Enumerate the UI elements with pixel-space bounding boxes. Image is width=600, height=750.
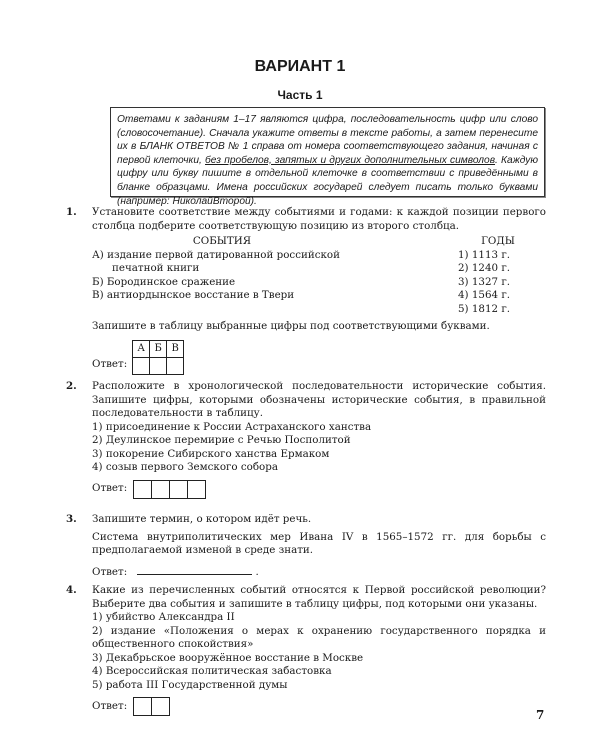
question-number: 3. [66,513,77,525]
answer-cells [133,480,206,499]
answer-cell[interactable] [134,481,152,498]
variant-title: ВАРИАНТ 1 [254,58,346,75]
answer-cell[interactable] [152,481,170,498]
answer-cell[interactable] [134,698,152,715]
letter-cell: А [133,340,150,357]
years-header: ГОДЫ [481,235,515,247]
question-3: 3. Запишите термин, о котором идёт речь. Система внутриполитических мер Ивана IV в 1565–1572 гг. для борьбы с предполагаемой изменой в среде знати. Ответ: . [66,513,546,578]
answer-cell[interactable] [167,357,184,374]
question-text: Установите соответствие между событиями и годами: к каждой позиции первого столбца подберите соответствующую позицию из второго столбца. [92,206,546,232]
year-item: 4) 1564 г. [458,289,510,301]
answer-label: Ответ: [92,482,128,495]
event-item: печатной книги [112,262,200,274]
instructions-underlined: без пробелов, запятых и других дополнительных символов [205,154,496,166]
question-text: Запишите термин, о котором идёт речь. [92,513,312,525]
answer-label: Ответ: [92,565,128,578]
question-number: 1. [66,206,77,218]
year-item: 5) 1812 г. [458,302,510,315]
option-item: 5) работа III Государственной думы [92,678,288,691]
option-item: 3) Декабрьское вооружённое восстание в Москве [92,651,364,664]
answer-cells [133,697,170,716]
part-title: Часть 1 [277,88,323,102]
answer-cell[interactable] [152,698,169,715]
option-item: 1) присоединение к России Астраханского ханства [92,420,372,433]
question-text: Расположите в хронологической последовательности исторические события. Запишите цифры, которыми обозначены исторические события, в правильной последовательности в таблицу. [92,380,546,419]
year-item: 2) 1240 г. [458,262,510,274]
instructions-text-1: Ответами к заданиям 1–17 являются цифра, последовательность цифр или слово (словосочетание). Сначала укажите ответы в тексте работы, а затем перенесите их в БЛАНК ОТВЕТОВ № 1 справа от номера соответствующего задания, начиная с первой клеточки, [117,114,538,166]
letter-cell: В [167,340,184,357]
question-number: 4. [66,584,77,596]
answer-line[interactable] [137,564,252,575]
answer-cell[interactable] [150,357,167,374]
events-header: СОБЫТИЯ [192,235,252,247]
question-number: 2. [66,380,77,392]
answer-label: Ответ: [92,358,128,371]
question-text: Какие из перечисленных событий относятся к Первой российской революции? Выберите два события и запишите в таблицу цифры, под которыми они указаны. [92,584,546,610]
option-item: 2) издание «Положения о мерах к охранению государственного порядка и общественного спокойствия» [92,624,546,650]
question-4 [66,584,546,716]
answer-label: Ответ: [92,699,128,712]
answer-cell[interactable] [188,481,205,498]
option-item: 3) покорение Сибирского ханства Ермаком [92,447,330,460]
year-item: 3) 1327 г. [458,275,510,288]
answer-cell[interactable] [133,357,150,374]
event-item: В) антиордынское восстание в Твери [92,289,295,301]
page-number: 7 [536,708,545,722]
option-item: 1) убийство Александра II [92,611,235,623]
answer-cell[interactable] [170,481,188,498]
event-item: Б) Бородинское сражение [92,275,236,288]
question-1 [66,206,546,375]
option-item: 4) Всероссийская политическая забастовка [92,665,332,677]
year-item: 1) 1113 г. [458,248,510,261]
instructions-text-2: . Каждую цифру или букву пишите в отдельной клеточке в соответствии с приведёнными в бланке образцами. Имена российских государей следует писать только буквами (например: НиколайВторой). [117,154,538,207]
letter-cell: Б [150,340,167,357]
option-item: 2) Деулинское перемирие с Речью Посполитой [92,434,351,446]
instructions-box [110,107,545,207]
event-item: А) издание первой датированной российской [92,248,340,261]
question-description: Система внутриполитических мер Ивана IV в 1565–1572 гг. для борьбы с предполагаемой изменой в среде знати. [92,530,546,556]
option-item: 4) созыв первого Земского собора [92,461,278,473]
answer-table [132,340,184,375]
question-note: Запишите в таблицу выбранные цифры под соответствующими буквами. [92,320,490,332]
question-2 [66,380,546,499]
